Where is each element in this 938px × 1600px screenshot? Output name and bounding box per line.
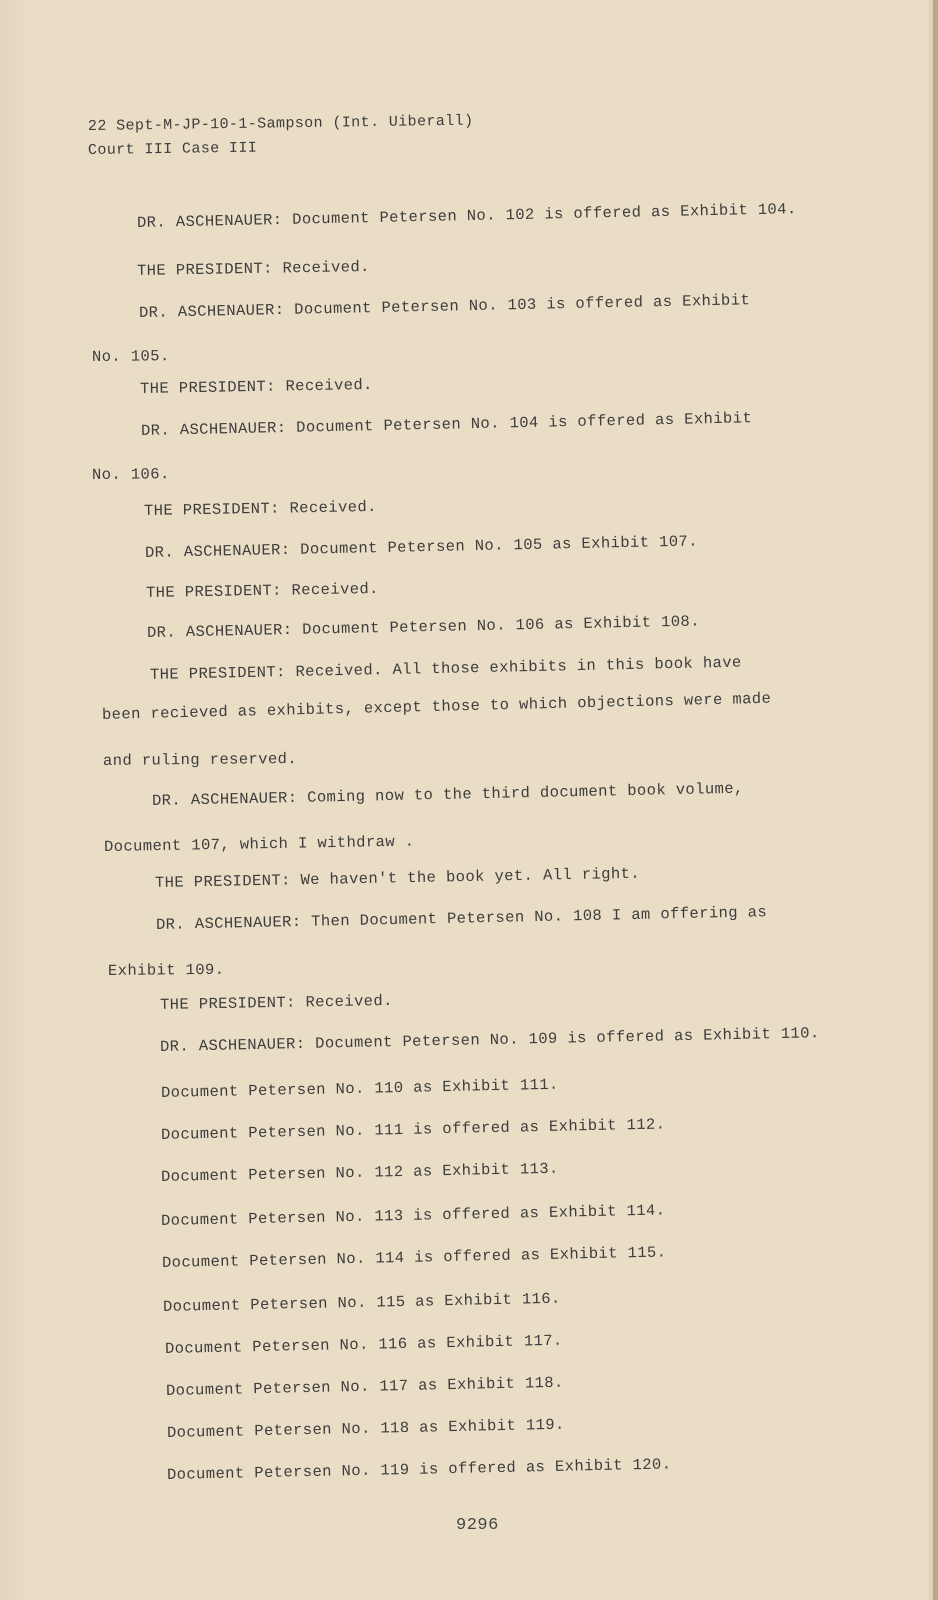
transcript-line: No. 105. [91, 347, 170, 366]
transcript-line: Document 107, which I withdraw . [103, 832, 415, 856]
transcript-line: Document Petersen No. 110 as Exhibit 111. [160, 1075, 559, 1102]
transcript-line: DR. ASCHENAUER: Coming now to the third document book volume, [151, 779, 744, 810]
header-line-1: 22 Sept-M-JP-10-1-Sampson (Int. Uiberall) [87, 112, 474, 135]
transcript-line: Document Petersen No. 116 as Exhibit 117. [164, 1331, 563, 1358]
transcript-line: Document Petersen No. 117 as Exhibit 118. [165, 1373, 564, 1400]
transcript-line: No. 106. [91, 465, 170, 484]
transcript-line: Exhibit 109. [107, 960, 225, 980]
transcript-line: DR. ASCHENAUER: Then Document Petersen No. 108 I am offering as [155, 903, 768, 934]
page-number: 9296 [456, 1516, 499, 1535]
transcript-line: DR. ASCHENAUER: Document Petersen No. 105 as Exhibit 107. [144, 532, 699, 562]
transcript-line: THE PRESIDENT: Received. All those exhibits in this book have [149, 653, 742, 684]
transcript-line: DR. ASCHENAUER: Document Petersen No. 109 is offered as Exhibit 110. [159, 1024, 820, 1056]
page-edge [933, 0, 938, 1600]
transcript-line: THE PRESIDENT: Received. [136, 257, 370, 280]
transcript-line: DR. ASCHENAUER: Document Petersen No. 103 is offered as Exhibit [138, 291, 751, 322]
header-line-2: Court III Case III [87, 139, 258, 159]
transcript-line: THE PRESIDENT: We haven't the book yet. All right. [154, 864, 641, 892]
transcript-line: DR. ASCHENAUER: Document Petersen No. 106 as Exhibit 108. [146, 612, 701, 642]
transcript-line: THE PRESIDENT: Received. [139, 375, 373, 398]
transcript-line: Document Petersen No. 114 is offered as Exhibit 115. [161, 1243, 667, 1272]
transcript-line: DR. ASCHENAUER: Document Petersen No. 104 is offered as Exhibit [140, 409, 753, 440]
transcript-line: Document Petersen No. 112 as Exhibit 113. [160, 1159, 559, 1186]
transcript-line: Document Petersen No. 118 as Exhibit 119. [166, 1415, 565, 1442]
transcript-line: and ruling reserved. [102, 749, 298, 770]
transcript-line: Document Petersen No. 113 is offered as Exhibit 114. [160, 1201, 666, 1230]
transcript-line: Document Petersen No. 119 is offered as Exhibit 120. [166, 1455, 672, 1484]
transcript-line: DR. ASCHENAUER: Document Petersen No. 102 is offered as Exhibit 104. [136, 200, 797, 232]
transcript-line: THE PRESIDENT: Received. [145, 579, 379, 602]
transcript-line: Document Petersen No. 111 is offered as Exhibit 112. [160, 1115, 666, 1144]
transcript-line: THE PRESIDENT: Received. [143, 497, 377, 520]
transcript-line: THE PRESIDENT: Received. [159, 991, 393, 1014]
transcript-line: Document Petersen No. 115 as Exhibit 116. [162, 1289, 561, 1316]
transcript-line: been recieved as exhibits, except those to which objections were made [101, 689, 772, 724]
